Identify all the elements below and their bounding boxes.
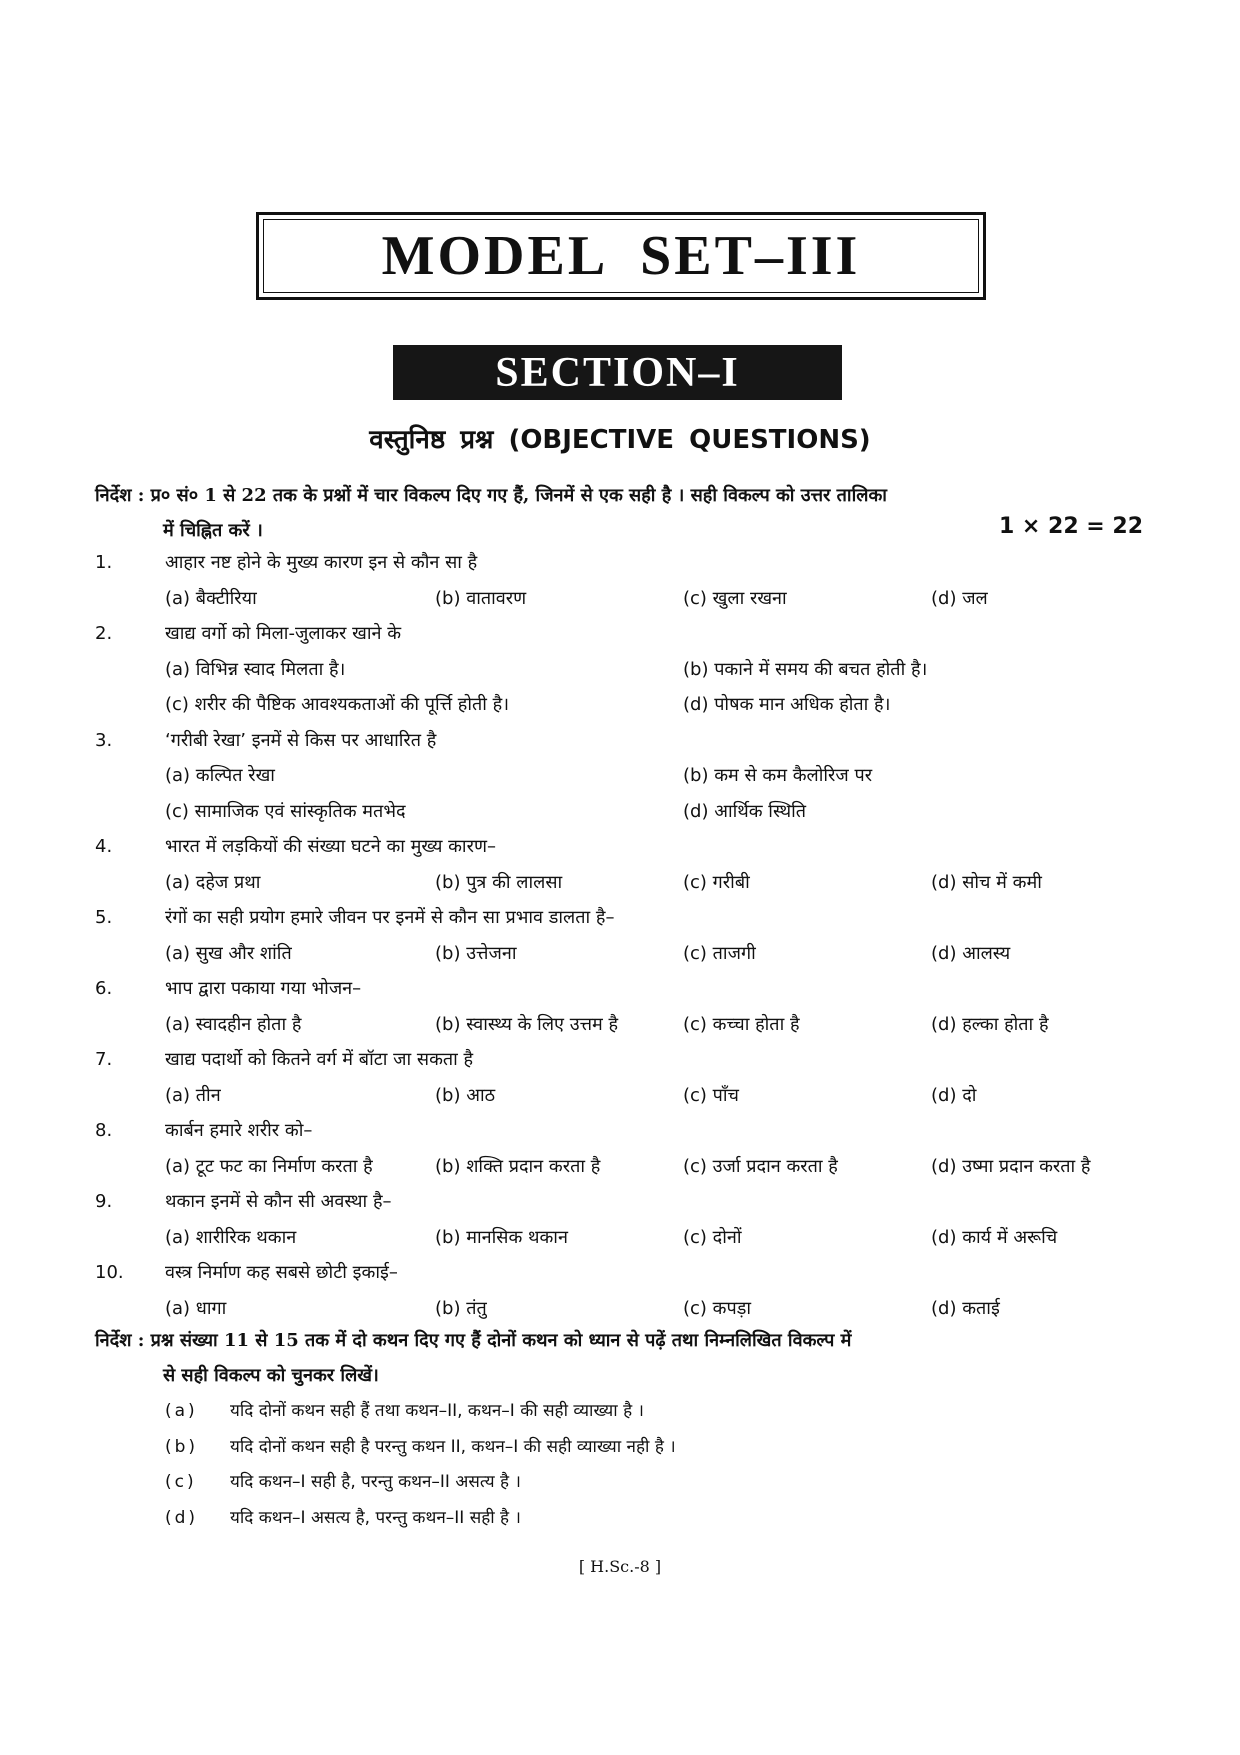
section-heading: SECTION–I <box>393 345 842 400</box>
instruction-1 <box>95 478 1140 548</box>
option: (b) उत्तेजना <box>435 942 517 964</box>
choice-text: यदि कथन–I असत्य है, परन्तु कथन–II सही है । <box>230 1507 521 1528</box>
option: (d) कार्य में अरूचि <box>931 1226 1058 1248</box>
question-text: भाप द्वारा पकाया गया भोजन– <box>165 978 362 999</box>
page-footer: [ H.Sc.-8 ] <box>578 1557 662 1576</box>
question-text: खाद्य वर्गो को मिला-जुलाकर खाने के <box>165 623 402 644</box>
options-row <box>95 1078 1145 1114</box>
question-text: रंगों का सही प्रयोग हमारे जीवन पर इनमें से कौन सा प्रभाव डालता है– <box>165 907 615 928</box>
option: (a) दहेज प्रथा <box>165 871 261 893</box>
option: (a) धागा <box>165 1297 227 1319</box>
options-row <box>95 1149 1145 1185</box>
question-item <box>95 616 1145 723</box>
choice-item <box>165 1394 676 1430</box>
question-number: 5. <box>95 907 113 928</box>
question-item <box>95 1255 1145 1326</box>
option: (b) मानसिक थकान <box>435 1226 568 1248</box>
option: (c) उर्जा प्रदान करता है <box>683 1155 838 1177</box>
choice-key: (c) <box>165 1472 197 1492</box>
question-number: 6. <box>95 978 113 999</box>
option: (c) पाँच <box>683 1084 739 1106</box>
question-text: कार्बन हमारे शरीर को– <box>165 1120 313 1141</box>
option: (c) शरीर की पैष्टिक आवश्यकताओं की पूर्त्ति होती है। <box>165 694 510 715</box>
option: (d) कताई <box>931 1297 1000 1319</box>
subtitle: वस्तुनिष्ठ प्रश्न (OBJECTIVE QUESTIONS) <box>369 425 871 455</box>
choice-item <box>165 1430 676 1466</box>
model-set-title-box <box>256 212 986 300</box>
question-number: 4. <box>95 836 113 857</box>
choice-key: (d) <box>165 1507 199 1528</box>
options-row <box>95 652 1145 688</box>
choice-item <box>165 1465 676 1501</box>
option: (c) ताजगी <box>683 942 756 964</box>
option: (a) सुख और शांति <box>165 942 292 964</box>
option: (d) सोच में कमी <box>931 871 1042 893</box>
options-row <box>95 865 1145 901</box>
option: (d) जल <box>931 587 988 609</box>
question-number: 3. <box>95 729 113 751</box>
choice-item <box>165 1501 676 1537</box>
option: (c) गरीबी <box>683 871 750 893</box>
options-row <box>95 1007 1145 1043</box>
option: (a) बैक्टीरिया <box>165 587 257 609</box>
option: (c) दोनों <box>683 1226 742 1248</box>
option: (b) पकाने में समय की बचत होती है। <box>683 658 928 680</box>
question-text: खाद्य पदार्थो को कितने वर्ग में बॉटा जा सकता है <box>165 1049 474 1070</box>
option: (d) दो <box>931 1084 977 1106</box>
options-row <box>95 794 1145 830</box>
option: (a) तीन <box>165 1084 221 1106</box>
question-item <box>95 829 1145 900</box>
option: (b) शक्ति प्रदान करता है <box>435 1155 601 1177</box>
option: (d) आलस्य <box>931 942 1011 964</box>
option: (b) तंतु <box>435 1297 487 1319</box>
choice-key: (b) <box>165 1436 199 1457</box>
question-item <box>95 723 1145 830</box>
question-list <box>95 545 1145 1326</box>
options-row <box>95 936 1145 972</box>
options-row <box>95 687 1145 723</box>
question-number: 1. <box>95 552 113 573</box>
option: (a) शारीरिक थकान <box>165 1226 297 1248</box>
choice-key: (a) <box>165 1401 198 1421</box>
option: (b) वातावरण <box>435 587 527 609</box>
question-text: ‘गरीबी रेखा’ इनमें से किस पर आधारित है <box>165 729 437 751</box>
question-number: 7. <box>95 1049 113 1070</box>
option: (c) खुला रखना <box>683 587 787 609</box>
question-number: 9. <box>95 1191 113 1212</box>
option: (a) विभिन्न स्वाद मिलता है। <box>165 658 346 680</box>
option: (d) उष्मा प्रदान करता है <box>931 1155 1091 1177</box>
question-item <box>95 1113 1145 1184</box>
instruction-2-line1: प्रश्न संख्या 11 से 15 तक में दो कथन दिए गए हैं दोनों कथन को ध्यान से पढ़ें तथा निम्नलिखित विकल्प में <box>150 1330 852 1351</box>
option: (c) कच्चा होता है <box>683 1013 800 1035</box>
question-number: 10. <box>95 1262 124 1283</box>
option: (c) सामाजिक एवं सांस्कृतिक मतभेद <box>165 800 406 822</box>
options-row <box>95 1220 1145 1256</box>
statement-choices <box>165 1394 676 1536</box>
option: (b) स्वास्थ्य के लिए उत्तम है <box>435 1013 619 1035</box>
option: (a) कल्पित रेखा <box>165 765 275 786</box>
instruction-1-label: निर्देश : <box>95 485 145 506</box>
instruction-1-line1: प्र० सं० 1 से 22 तक के प्रश्नों में चार विकल्प दिए गए हैं, जिनमें से एक सही है । सही विकल्प को उत्तर तालिका <box>150 485 887 506</box>
instruction-2 <box>95 1323 1140 1393</box>
option: (d) पोषक मान अधिक होता है। <box>683 694 891 715</box>
question-item <box>95 971 1145 1042</box>
option: (a) टूट फट का निर्माण करता है <box>165 1155 373 1177</box>
option: (d) आर्थिक स्थिति <box>683 800 807 822</box>
question-text: भारत में लड़कियों की संख्या घटने का मुख्य कारण– <box>165 836 496 857</box>
question-number: 2. <box>95 623 113 644</box>
option: (d) हल्का होता है <box>931 1013 1049 1035</box>
option: (a) स्वादहीन होता है <box>165 1013 302 1035</box>
question-item <box>95 1042 1145 1113</box>
question-text: आहार नष्ट होने के मुख्य कारण इन से कौन सा है <box>165 552 478 573</box>
options-row <box>95 581 1145 617</box>
choice-text: यदि दोनों कथन सही है परन्तु कथन II, कथन–I की सही व्याख्या नही है । <box>230 1436 676 1457</box>
option: (b) पुत्र की लालसा <box>435 871 563 893</box>
options-row <box>95 1291 1145 1327</box>
marks-formula: 1 × 22 = 22 <box>998 514 1143 539</box>
instruction-2-label: निर्देश : <box>95 1330 145 1351</box>
page-title: MODEL SET–III <box>381 225 861 287</box>
question-text: वस्त्र निर्माण कह सबसे छोटी इकाई– <box>165 1262 398 1283</box>
option: (b) आठ <box>435 1084 496 1106</box>
instruction-1-line2: में चिह्नित करें । <box>163 520 263 541</box>
question-item <box>95 900 1145 971</box>
question-number: 8. <box>95 1120 113 1141</box>
option: (b) कम से कम कैलोरिज पर <box>683 765 873 786</box>
question-item <box>95 1184 1145 1255</box>
option: (c) कपड़ा <box>683 1297 752 1319</box>
options-row <box>95 758 1145 794</box>
question-text: थकान इनमें से कौन सी अवस्था है– <box>165 1191 392 1212</box>
choice-text: यदि दोनों कथन सही हैं तथा कथन–II, कथन–I की सही व्याख्या है । <box>230 1401 644 1421</box>
question-item <box>95 545 1145 616</box>
instruction-2-line2: से सही विकल्प को चुनकर लिखें। <box>163 1365 379 1386</box>
choice-text: यदि कथन–I सही है, परन्तु कथन–II असत्य है । <box>230 1472 521 1492</box>
